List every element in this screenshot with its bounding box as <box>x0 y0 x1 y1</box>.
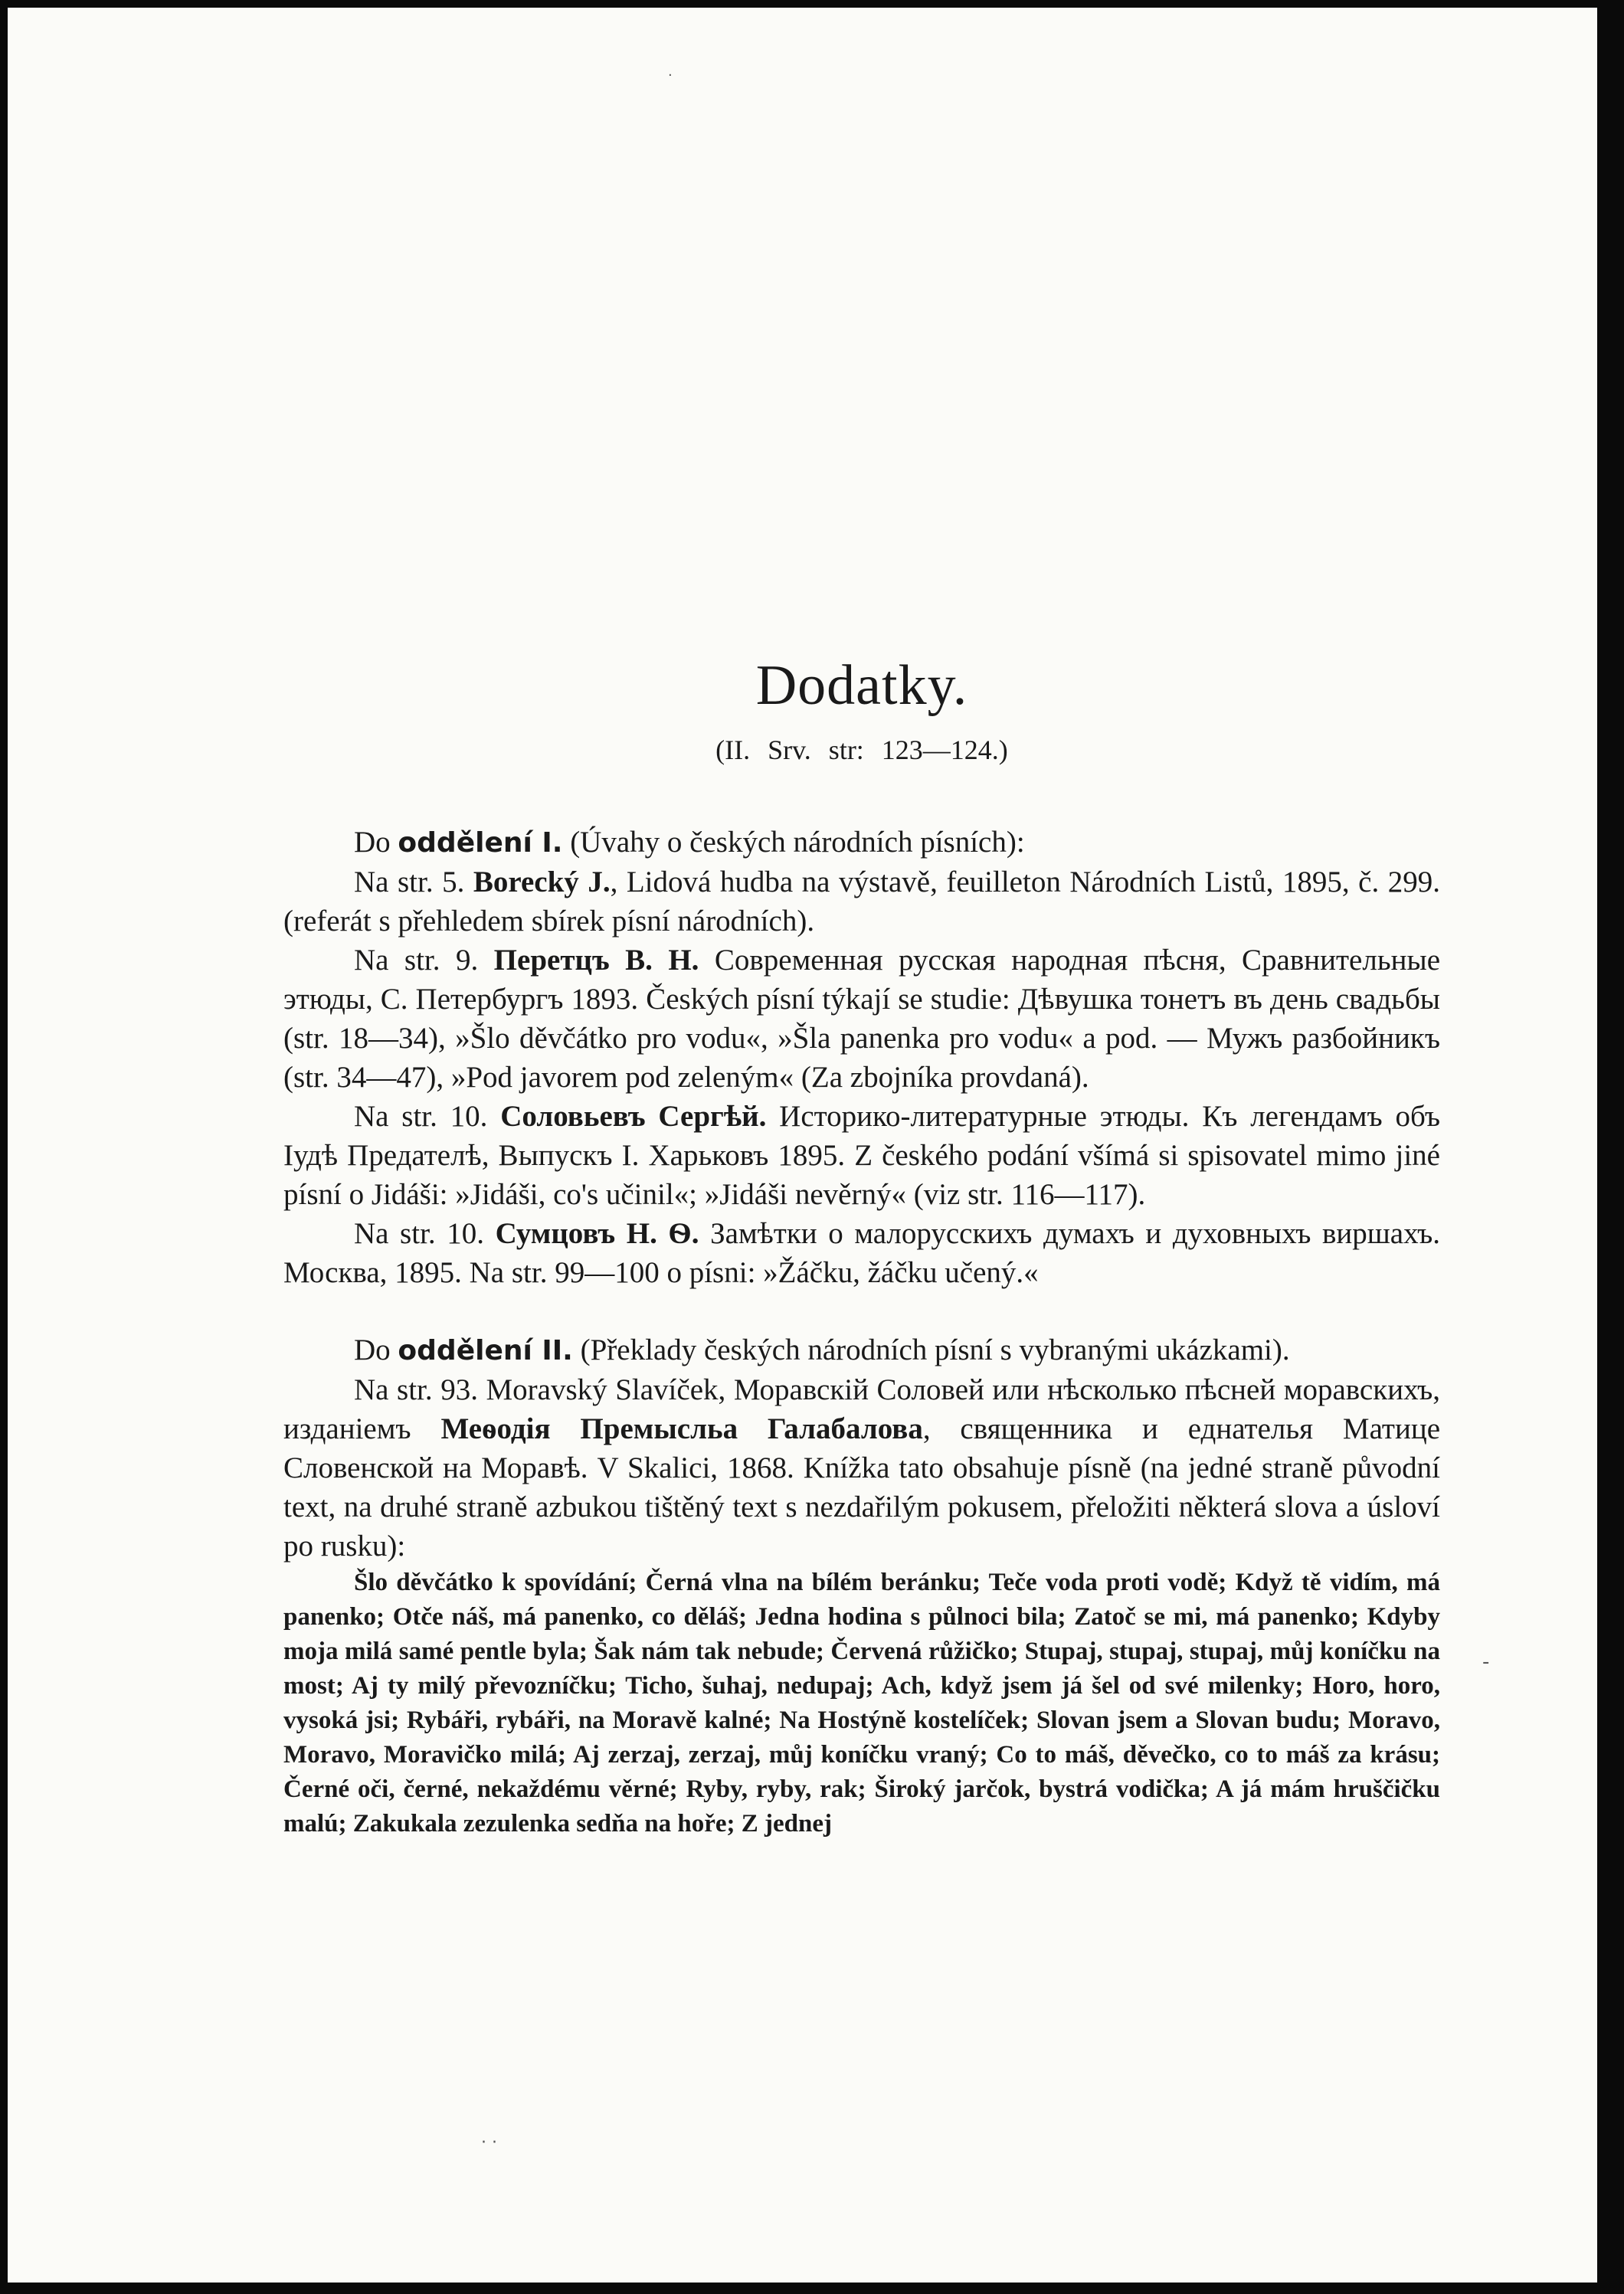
entry-paragraph: Na str. 10. Соловьевъ Сергѣй. Историко-литературные этюды. Къ легендамъ объ Іудѣ Предателѣ, Выпускъ I. Харьковъ 1895. Z českého podání všímá si spisovatel mimo jiné písní o Jidáši: »Jidáši, co's učinil«; »Jidáši nevěrný« (viz str. 116—117). <box>283 1100 1440 1211</box>
section-heading: Do oddělení II. (Překlady českých národních písní s vybranými ukázkami). <box>354 1334 1290 1366</box>
scanned-page <box>8 8 1597 2283</box>
entry-paragraph: Na str. 5. Borecký J., Lidová hudba na výstavě, feuilleton Národních Listů, 1895, č. 299. (referát s přehledem sbírek písní národních). <box>283 866 1440 938</box>
speck-mark: - <box>1482 1651 1490 1674</box>
song-list: Šlo děvčátko k spovídání; Černá vlna na bílém beránku; Teče voda proti vodě; Když tě vidím, má panenko; Otče náš, má panenko, co děláš; Jedna hodina s půlnoci bila; Zatoč se mi, má panenko; Kdyby moja milá samé pentle byla; Šak nám tak nebude; Červená růžičko; Stupaj, stupaj, stupaj, můj koníčku na most; Aj ty milý převozníčku; Ticho, šuhaj, nedupaj; Ach, když jsem já šel od své milenky; Horo, horo, vysoká jsi; Rybáři, rybáři, na Moravě kalné; Na Hostýně kostelíček; Slovan jsem a Slovan budu; Moravo, Moravo, Moravičko milá; Aj zerzaj, zerzaj, můj koníčku vraný; Co to máš, děvečko, co to máš za krásu; Černé oči, černé, nekaždému věrné; Ryby, ryby, rak; Široký jarčok, bystrá vodička; A já mám hruščičku malú; Zakukala zezulenka sedňa na hoře; Z jednej <box>283 1569 1440 1837</box>
section-2 <box>283 1330 1440 1841</box>
speck-mark: · <box>668 67 673 83</box>
page-title: Dodatky. <box>755 654 968 717</box>
page-content <box>283 651 1440 1841</box>
section-heading: Do oddělení I. (Úvahy o českých národních písních): <box>354 826 1025 859</box>
page-subtitle: (II. Srv. str: 123—124.) <box>715 735 1008 765</box>
entry-paragraph: Na str. 9. Перетцъ В. Н. Современная русская народная пѣсня, Сравнительные этюды, С. Петербургъ 1893. Českých písní týkají se studie: Дѣвушка тонетъ въ день свадьбы (str. 18—34), »Šlo děvčátko pro vodu«, »Šla panenka pro vodu« a pod. — Мужъ разбойникъ (str. 34—47), »Pod javorem pod zeleným« (Za zbojníka provdaná). <box>283 944 1441 1094</box>
entry-paragraph: Na str. 93. Moravský Slavíček, Моравскій Соловей или нѣсколько пѣсней моравскихъ, изданіемъ Меѳодія Премысльа Галабалова, священника и еднателья Матице Словенской на Моравѣ. V Skalici, 1868. Knížka tato obsahuje písně (na jedné straně původní text, na druhé straně azbukou tištěný text s nezdařilým pokusem, přeložiti některá slova a úsloví po rusku): <box>283 1373 1440 1563</box>
speck-mark: · · <box>481 2133 497 2152</box>
section-1 <box>283 823 1440 1292</box>
entry-paragraph: Na str. 10. Сумцовъ Н. Ѳ. Замѣтки о малорусскихъ думахъ и духовныхъ виршахъ. Москва, 1895. Na str. 99—100 o písni: »Žáčku, žáčku učený.« <box>283 1217 1441 1289</box>
